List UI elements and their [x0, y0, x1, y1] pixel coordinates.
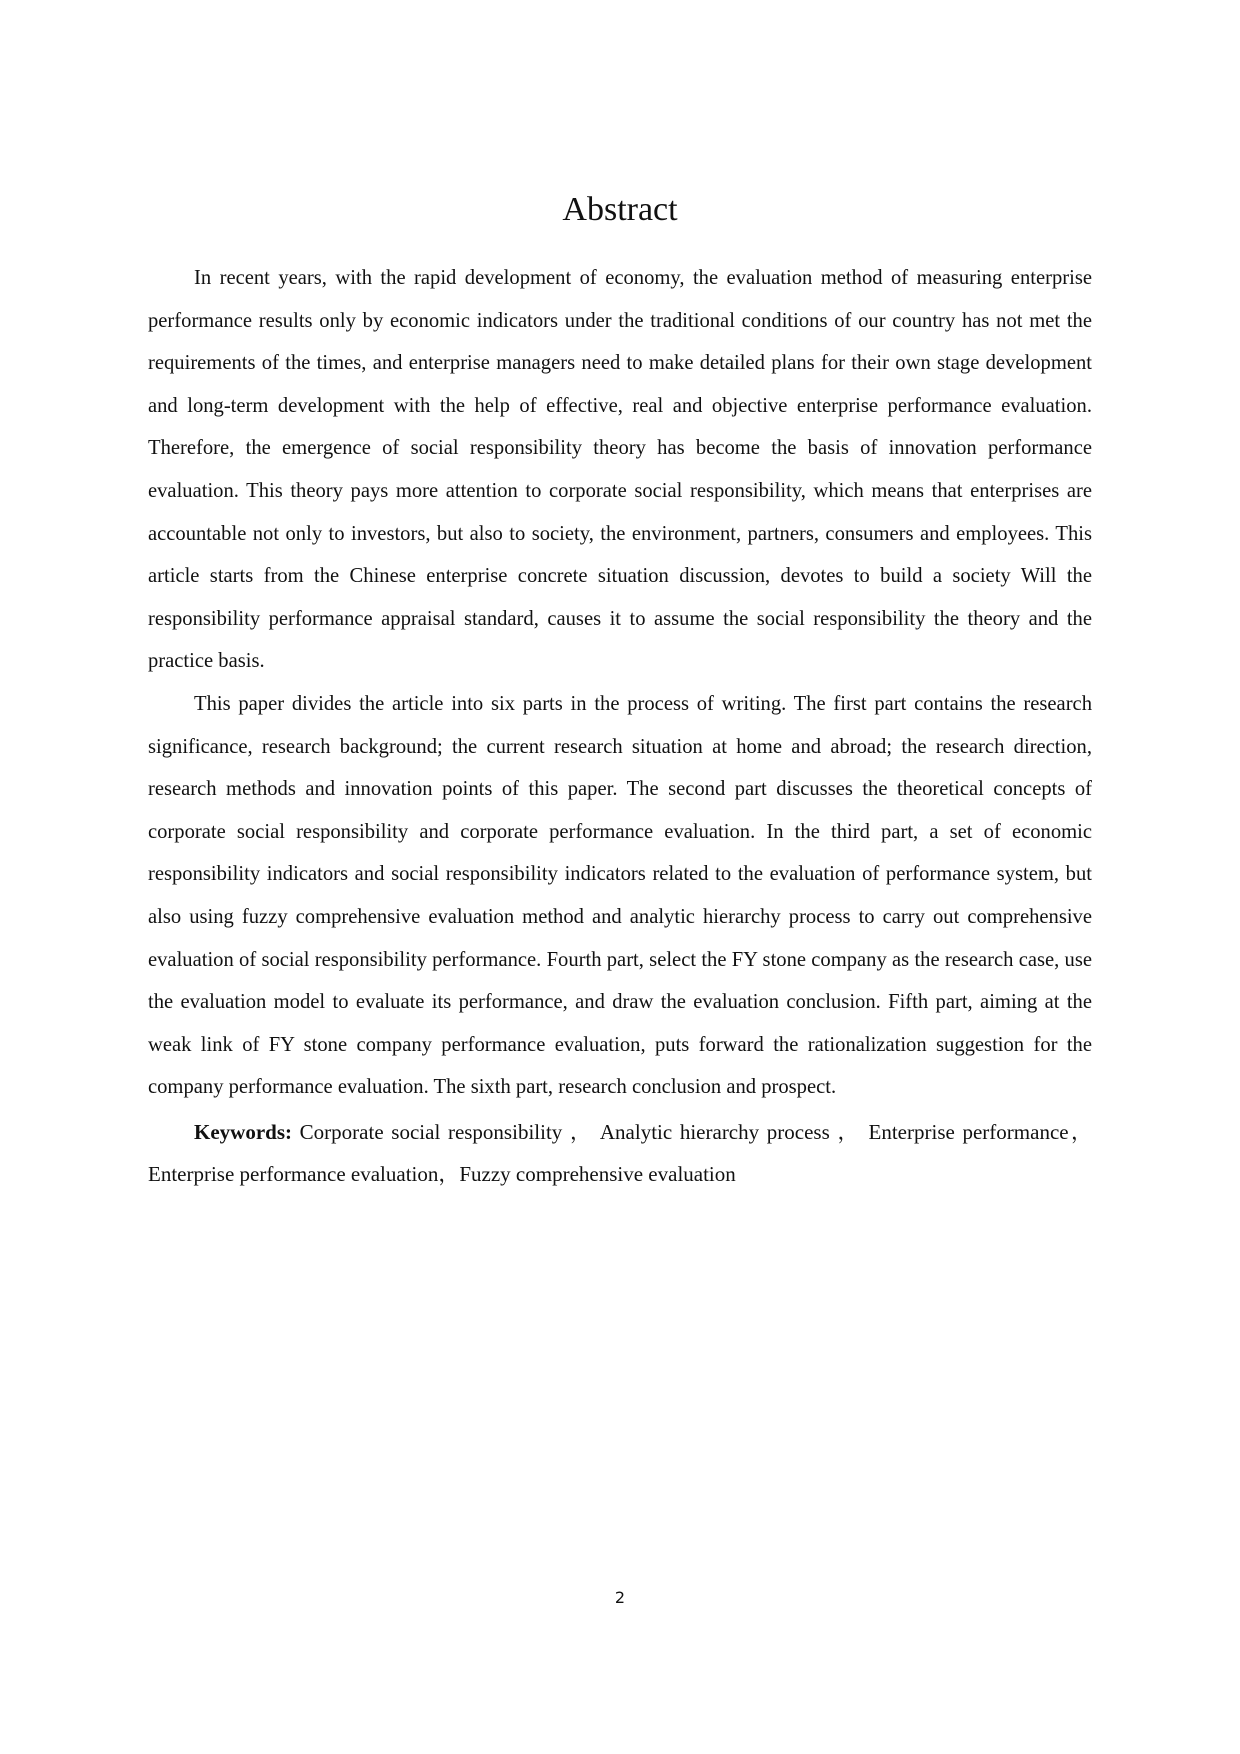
abstract-paragraph-2: This paper divides the article into six parts in the process of writing. The first part contains the research significance, research background; the current research situation at home and abroad; the research direction, research methods and innovation points of this paper. The second part discusses the theoretical concepts of corporate social responsibility and corporate performance evaluation. In the third part, a set of economic responsibility indicators and social responsibility indicators related to the evaluation of performance system, but also using fuzzy comprehensive evaluation method and analytic hierarchy process to carry out comprehensive evaluation of social responsibility performance. Fourth part, select the FY stone company as the research case, use the evaluation model to evaluate its performance, and draw the evaluation conclusion. Fifth part, aiming at the weak link of FY stone company performance evaluation, puts forward the rationalization suggestion for the company performance evaluation. The sixth part, research conclusion and prospect.	[148, 692, 1092, 1099]
abstract-paragraph-1: In recent years, with the rapid development of economy, the evaluation method of measuring enterprise performance results only by economic indicators under the traditional conditions of our country has not met the requirements of the times, and enterprise managers need to make detailed plans for their own stage development and long-term development with the help of effective, real and objective enterprise performance evaluation. Therefore, the emergence of social responsibility theory has become the basis of innovation performance evaluation. This theory pays more attention to corporate social responsibility, which means that enterprises are accountable not only to investors, but also to society, the environment, partners, consumers and employees. This article starts from the Chinese enterprise concrete situation discussion, devotes to build a society Will the responsibility performance appraisal standard, causes it to assume the social responsibility the theory and the practice basis.	[148, 267, 1092, 673]
keywords-line	[148, 1111, 1092, 1196]
keywords-text: Corporate social responsibility ， Analytic hierarchy process ， Enterprise performance，Enterprise performance evaluation，Fuzzy comprehensive evaluation	[148, 1119, 1092, 1187]
abstract-body	[148, 257, 1092, 1196]
keywords-label: Keywords:	[194, 1119, 292, 1144]
page-number: 2	[614, 1588, 626, 1607]
abstract-title: Abstract	[562, 191, 678, 228]
